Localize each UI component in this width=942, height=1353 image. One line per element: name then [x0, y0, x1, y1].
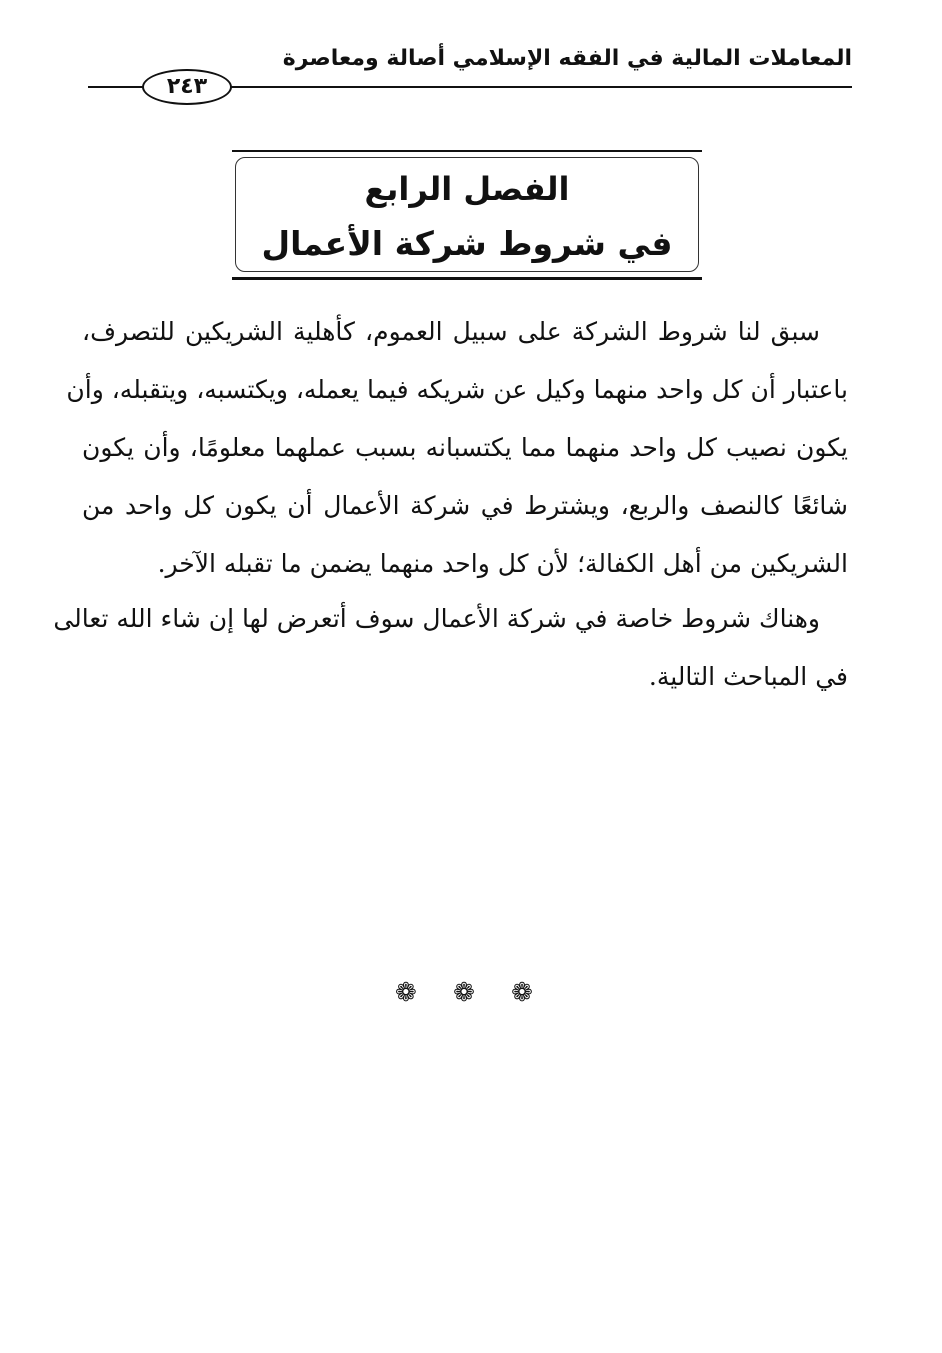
- body-paragraph-2: [53, 590, 848, 706]
- chapter-title-box: [232, 150, 702, 280]
- text-line: باعتبار أن كل واحد منهما وكيل عن شريكه فيما يعمله، ويكتسبه، ويتقبله، وأن: [66, 375, 848, 404]
- text-line: يكون نصيب كل واحد منهما مما يكتسبانه بسبب عملهما معلومًا، وأن يكون: [82, 433, 848, 462]
- chapter-subheading: في شروط شركة الأعمال: [261, 224, 673, 263]
- running-title: المعاملات المالية في الفقه الإسلامي أصالة ومعاصرة: [282, 46, 852, 71]
- text-line: في المباحث التالية.: [648, 662, 848, 691]
- text-line: سبق لنا شروط الشركة على سبيل العموم، كأهلية الشريكين للتصرف،: [82, 317, 820, 346]
- section-end-ornament: ❁ ❁ ❁: [395, 978, 547, 1008]
- page-number: ٢٤٣: [142, 69, 232, 105]
- chapter-heading: الفصل الرابع: [364, 170, 570, 208]
- text-line: الشريكين من أهل الكفالة؛ لأن كل واحد منهما يضمن ما تقبله الآخر.: [157, 549, 848, 578]
- text-line: شائعًا كالنصف والربع، ويشترط في شركة الأعمال أن يكون كل واحد من: [82, 491, 848, 520]
- running-header: [80, 42, 852, 102]
- body-paragraph-1: [66, 303, 848, 593]
- text-line: وهناك شروط خاصة في شركة الأعمال سوف أتعرض لها إن شاء الله تعالى: [53, 604, 820, 633]
